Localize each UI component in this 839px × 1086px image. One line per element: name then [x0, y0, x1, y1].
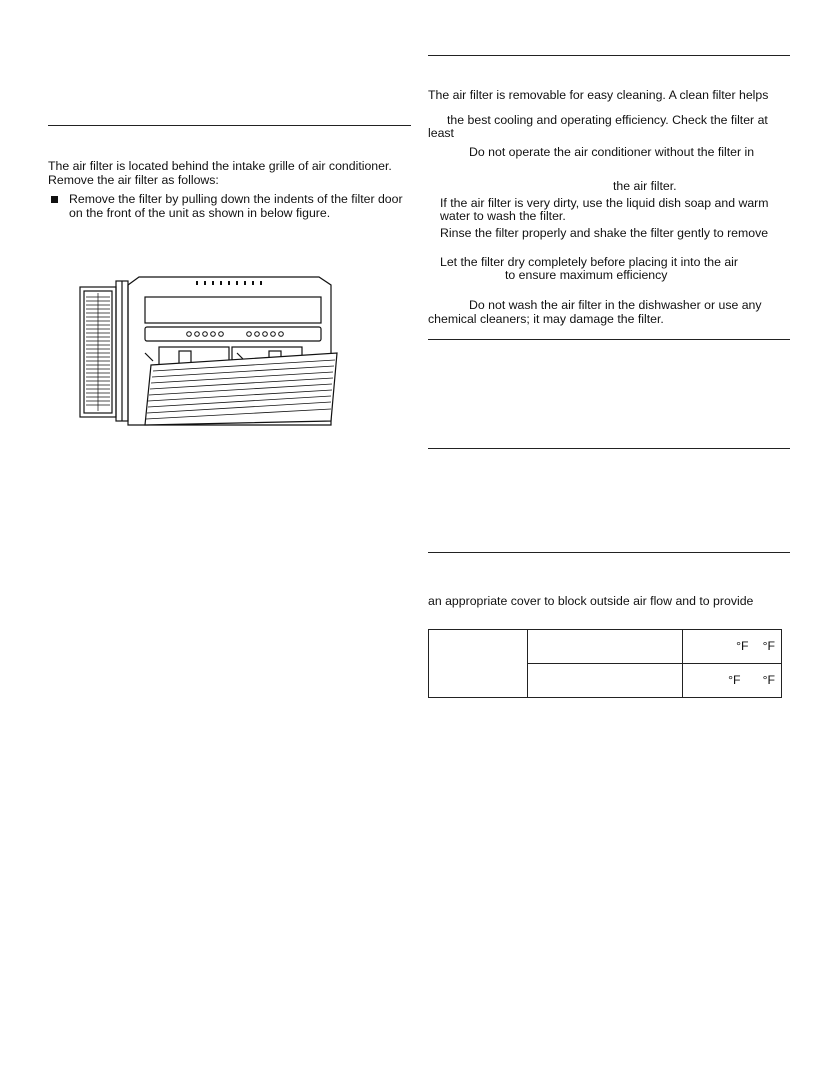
right-rule-2: [428, 339, 790, 340]
temp-unit: °F: [728, 672, 741, 687]
temp-unit: °F: [736, 638, 749, 653]
bullet-line-1: Remove the filter by pulling down the indents of the filter door: [69, 192, 403, 206]
left-section-rule: [48, 125, 411, 126]
note-2-line-2: chemical cleaners; it may damage the filter.: [428, 312, 664, 326]
intro-line-1: The air filter is located behind the intake grille of air conditioner.: [48, 159, 392, 173]
right-rule-3: [428, 448, 790, 449]
table-row: [429, 630, 782, 664]
table-cell: [683, 664, 782, 698]
intro-line-2: Remove the air filter as follows:: [48, 173, 219, 187]
table-label-cell: [429, 630, 528, 698]
step-3-line-1: Let the filter dry completely before placing it into the air: [440, 255, 739, 269]
right-rule-4: [428, 552, 790, 553]
filter-intro-line-2: the best cooling and operating efficiency. Check the filter at: [447, 113, 768, 127]
temp-unit: °F: [762, 672, 775, 687]
step-1-line-2: water to wash the filter.: [440, 209, 566, 223]
step-2-line-1: Rinse the filter properly and shake the filter gently to remove: [440, 226, 769, 240]
filter-intro-line-1: The air filter is removable for easy cleaning. A clean filter helps: [428, 88, 769, 102]
note-1-line-1: Do not operate the air conditioner without the filter in: [469, 145, 755, 159]
temp-unit: °F: [762, 638, 775, 653]
bullet-line-2: on the front of the unit as shown in below figure.: [69, 206, 331, 220]
cover-line: an appropriate cover to block outside air flow and to provide: [428, 594, 754, 608]
temperature-table: [428, 629, 782, 698]
table-cell: [528, 664, 683, 698]
table-cell: [683, 630, 782, 664]
step-1-line-1: If the air filter is very dirty, use the liquid dish soap and warm: [440, 196, 769, 210]
note-1-line-2: the air filter.: [613, 179, 677, 193]
table-cell: [528, 630, 683, 664]
right-top-rule: [428, 55, 790, 56]
square-bullet-icon: [51, 196, 58, 203]
air-conditioner-filter-figure: [79, 275, 349, 430]
note-2-line-1: Do not wash the air filter in the dishwasher or use any: [469, 298, 762, 312]
step-3-line-2: to ensure maximum efficiency: [505, 268, 668, 282]
filter-intro-line-3: least: [428, 126, 454, 140]
